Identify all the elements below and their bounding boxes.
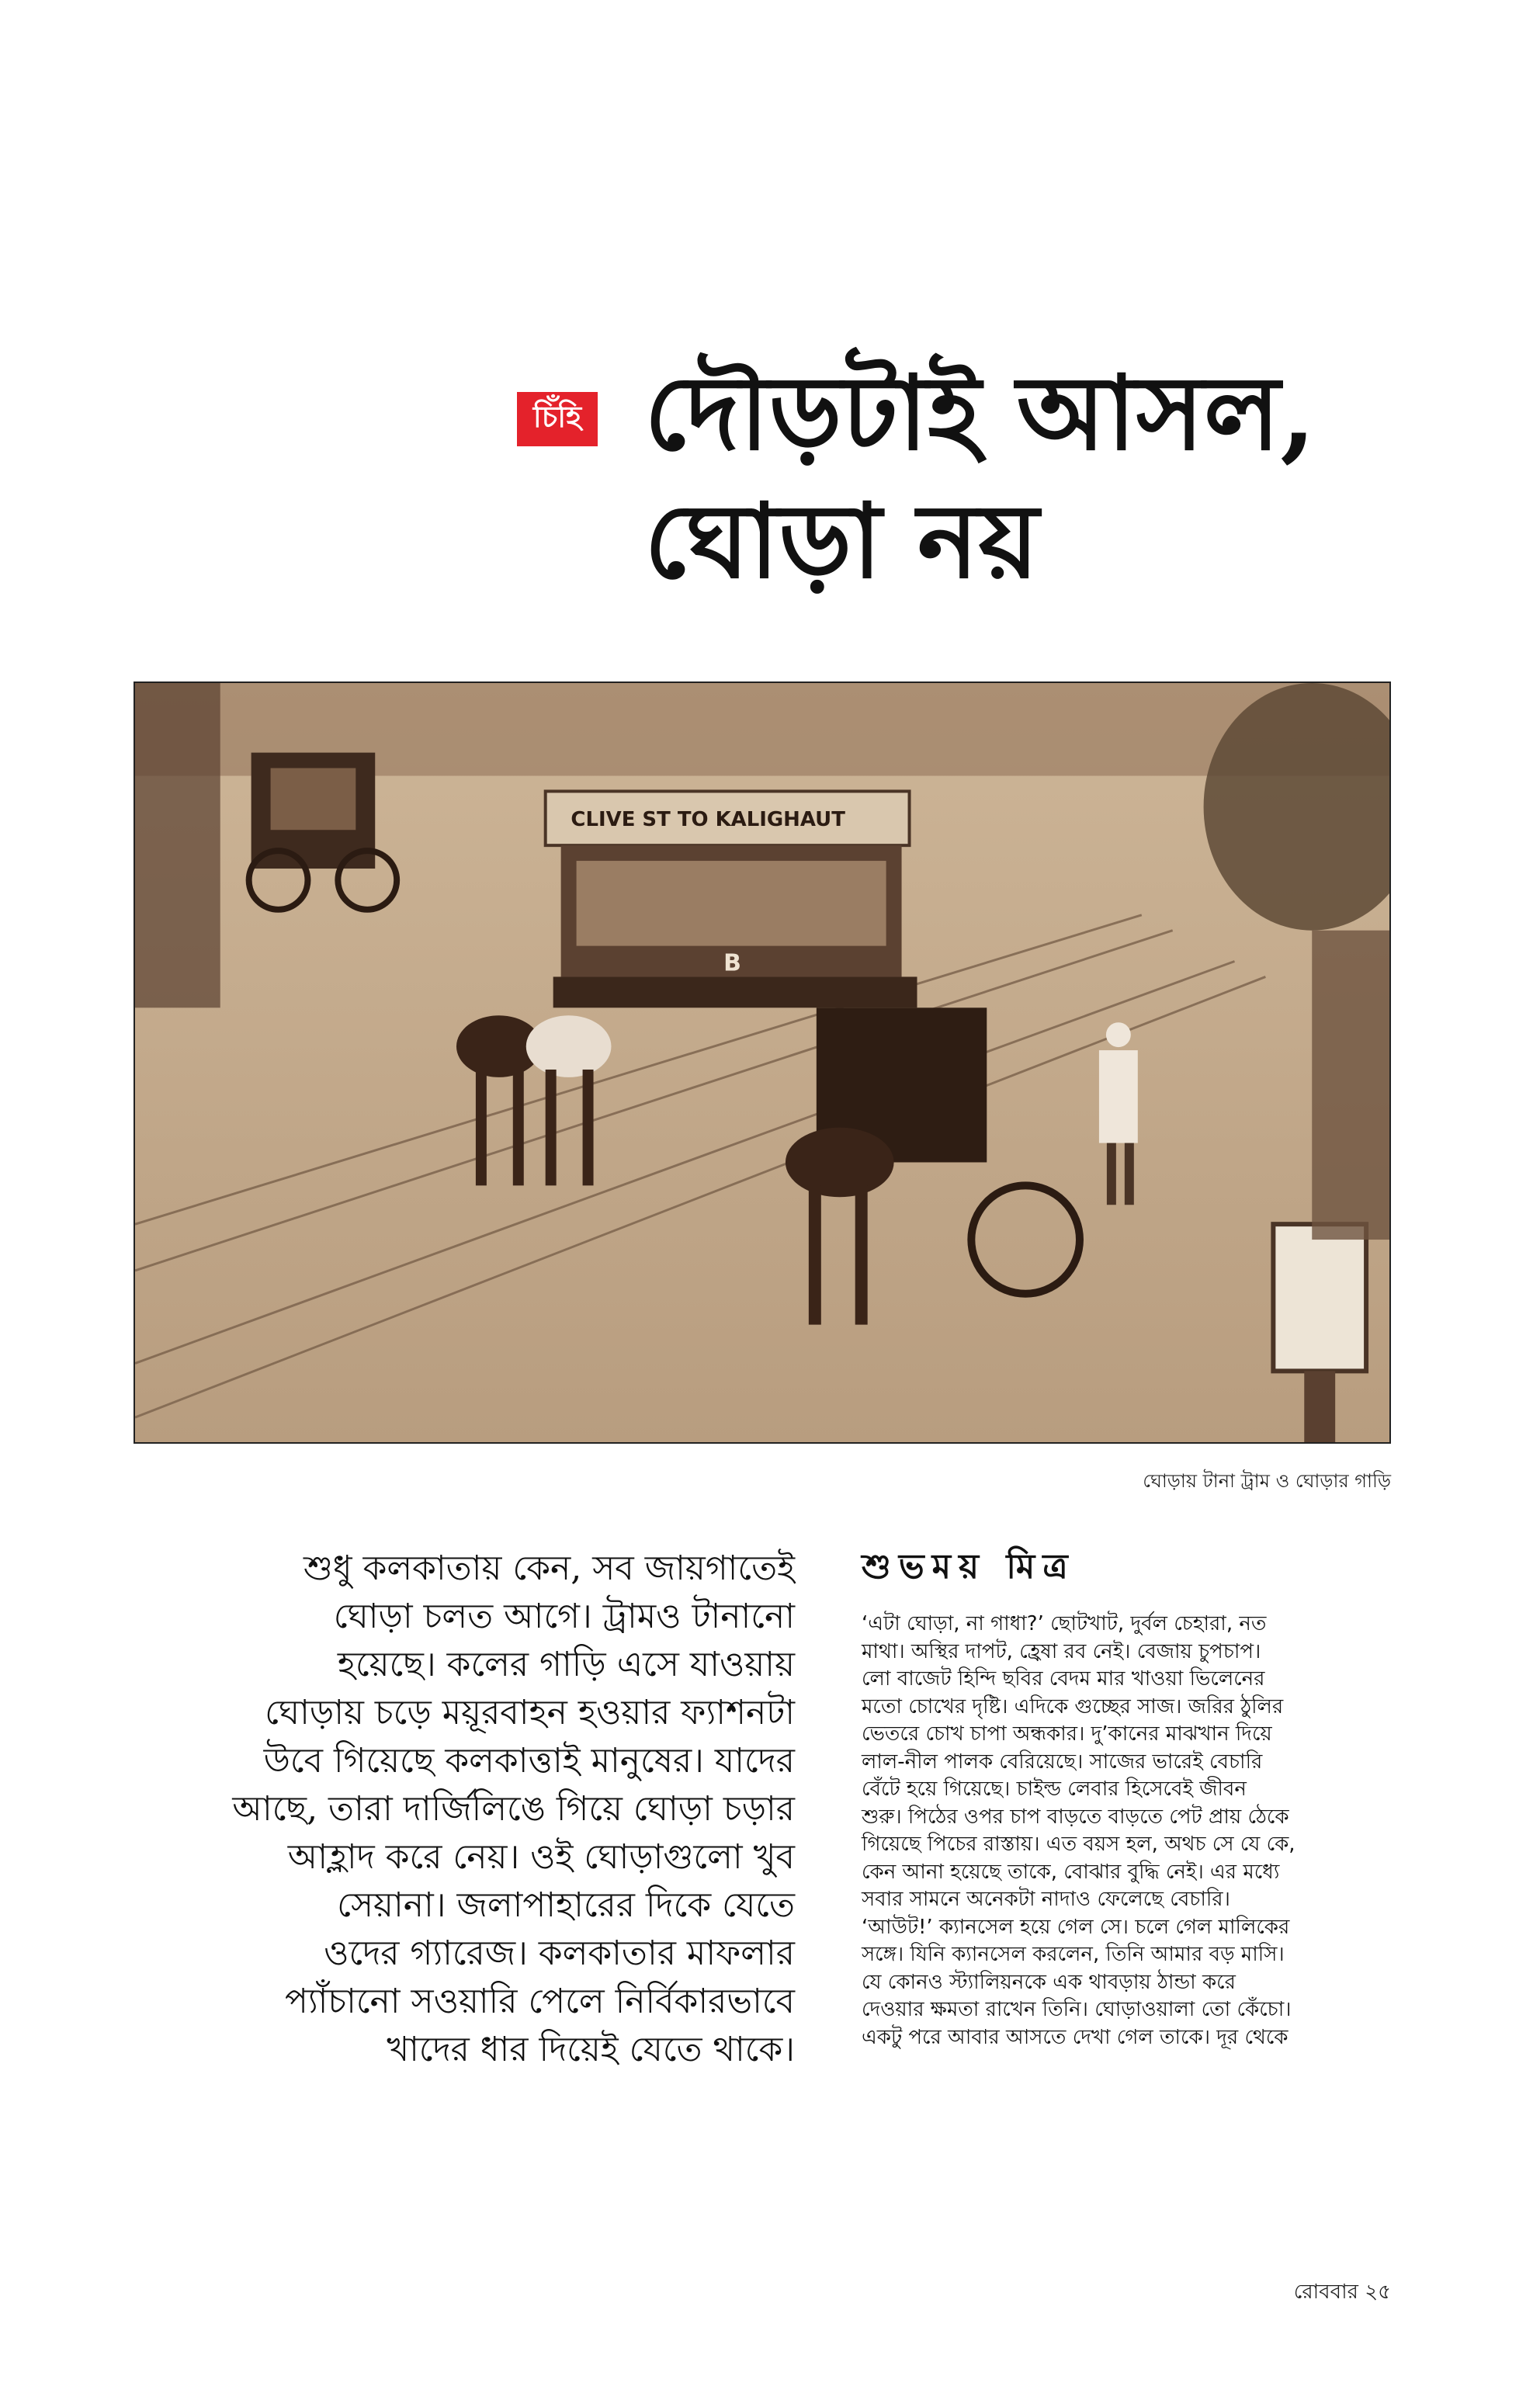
body-line: একটু পরে আবার আসতে দেখা গেল তাকে। দূর থেকে: [862, 2025, 1289, 2049]
lead-line: ঘোড়া চলত আগে। ট্রামও টানানো: [333, 1597, 795, 1636]
lead-line: সেয়ানা। জলাপাহারের দিকে যেতে: [337, 1885, 795, 1925]
body-text: [862, 1611, 1397, 2051]
body-line: দেওয়ার ক্ষমতা রাখেন তিনি। ঘোড়াওয়ালা তো কেঁচো।: [862, 1998, 1292, 2021]
body-line: যে কোনও স্ট্যালিয়নকে এক থাবড়ায় ঠান্ডা করে: [862, 1970, 1236, 1994]
body-line: ‘এটা ঘোড়া, না গাধা?’ ছোটখাট, দুর্বল চেহারা, নত: [862, 1612, 1267, 1635]
body-line: মাথা। অস্থির দাপট, হ্রেষা রব নেই। বেজায় চুপচাপ।: [862, 1639, 1261, 1663]
lead-line: ঘোড়ায় চড়ে ময়ূরবাহন হওয়ার ফ্যাশনটা: [265, 1693, 795, 1732]
lead-paragraph: [134, 1545, 795, 2074]
lead-line: উবে গিয়েছে কলকাত্তাই মানুষের। যাদের: [263, 1741, 795, 1781]
headline-line-2: ঘোড়া নয়: [644, 481, 1039, 602]
horse-tram: [546, 791, 917, 1007]
headline: [644, 349, 1483, 605]
photo-horse-tram: [134, 681, 1391, 1444]
left-building: [135, 683, 220, 1007]
lead-line: আহ্লাদ করে নেয়। ওই ঘোড়াগুলো খুব: [287, 1837, 795, 1877]
lead-line: ওদের গ্যারেজ। কলকাতার মাফলার: [324, 1933, 795, 1973]
photo-caption: ঘোড়ায় টানা ট্রাম ও ঘোড়ার গাড়ি: [1143, 1470, 1391, 1492]
body-line: লো বাজেট হিন্দি ছবির বেদম মার খাওয়া ভিলেনের: [862, 1667, 1265, 1691]
body-line: ভেতরে চোখ চাপা অন্ধকার। দু’কানের মাঝখান দিয়ে: [862, 1722, 1272, 1746]
lead-line: খাদের ধার দিয়েই যেতে থাকে।: [387, 2030, 795, 2069]
tram-destination-board: CLIVE ST TO KALIGHAUT: [571, 808, 845, 832]
body-line: সবার সামনে অনেকটা নাদাও ফেলেছে বেচারি।: [862, 1888, 1230, 1911]
body-line: মতো চোখের দৃষ্টি। এদিকে গুচ্ছের সাজ। জরির ঠুলির: [862, 1694, 1284, 1718]
body-line: শুরু। পিঠের ওপর চাপ বাড়তে বাড়তে পেট প্রায় ঠেকে: [862, 1805, 1289, 1829]
body-line: সঙ্গে। যিনি ক্যানসেল করলেন, তিনি আমার বড় মাসি।: [862, 1943, 1285, 1966]
headline-line-1: দৌড়টাই আসল,: [644, 353, 1316, 473]
right-building: [1312, 931, 1389, 1240]
tram-car-letter: B: [723, 949, 741, 977]
photo-illustration: [135, 683, 1389, 1442]
lead-line: আছে, তারা দার্জিলিঙে গিয়ে ঘোড়া চড়ার: [232, 1789, 795, 1829]
body-line: ‘আউট!’ ক্যানসেল হয়ে গেল সে। চলে গেল মালিকের: [862, 1915, 1290, 1939]
body-line: লাল-নীল পালক বেরিয়েছে। সাজের ভারেই বেচারি: [862, 1750, 1263, 1774]
lead-line: হয়েছে। কলের গাড়ি এসে যাওয়ায়: [337, 1645, 795, 1684]
author-byline: শুভময় মিত্র: [862, 1547, 1076, 1587]
page-folio: রোববার ২৫: [1293, 2280, 1391, 2304]
body-line: গিয়েছে পিচের রাস্তায়। এত বয়স হল, অথচ সে যে কে,: [862, 1833, 1295, 1856]
body-line: কেন আনা হয়েছে তাকে, বোঝার বুদ্ধি নেই। এর মধ্যে: [862, 1860, 1280, 1884]
lead-line: শুধু কলকাতায় কেন, সব জায়গাতেই: [303, 1549, 795, 1588]
section-badge: চিঁহি: [517, 392, 598, 446]
body-line: বেঁটে হয়ে গিয়েছে। চাইল্ড লেবার হিসেবেই জীবন: [862, 1777, 1247, 1801]
lead-line: প্যাঁচানো সওয়ারি পেলে নির্বিকারভাবে: [284, 1982, 795, 2021]
